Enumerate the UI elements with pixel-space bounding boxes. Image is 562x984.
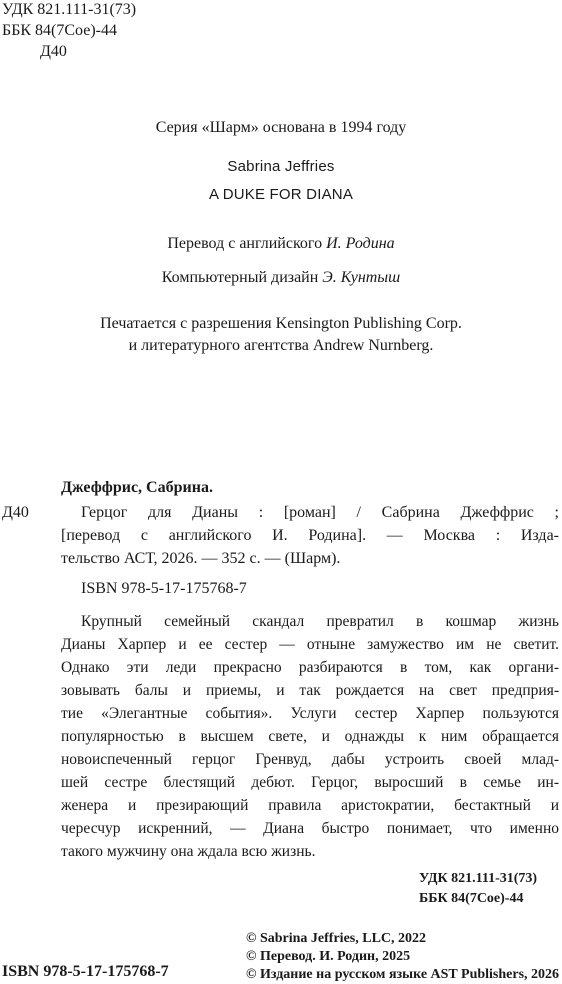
biblio-isbn: ISBN 978-5-17-175768-7 — [81, 580, 247, 597]
annotation-line: популярностью в высшем свете, и однажды к ним обращается — [61, 728, 559, 745]
annotation-line: новоиспеченный герцог Гренвуд, дабы устроить своей млад- — [61, 751, 559, 768]
translator-name: И. Родина — [326, 235, 395, 252]
annotation-line: шей сестре блестящий дебют. Герцог, выросший в семье ин- — [61, 774, 559, 791]
biblio-entry-line: тельство АСТ, 2026. — 352 с. — (Шарм). — [61, 550, 341, 567]
annotation-line: Однако эти леди прекрасно разбираются в том, как органи- — [61, 659, 559, 676]
udk-code-bottom: УДК 821.111-31(73) — [419, 871, 538, 886]
copyright-line: © Sabrina Jeffries, LLC, 2022 — [246, 931, 427, 946]
designer-name: Э. Кунтыш — [322, 269, 401, 286]
translation-credit — [0, 234, 562, 254]
bbk-code-bottom: ББК 84(7Сое)-44 — [419, 891, 524, 906]
design-credit — [0, 268, 562, 288]
original-title: A DUKE FOR DIANA — [208, 186, 354, 203]
author-sign-top: Д40 — [40, 43, 67, 60]
design-label: Компьютерный дизайн — [161, 269, 319, 286]
biblio-heading: Джеффрис, Сабрина. — [61, 479, 213, 496]
copyright-line: © Перевод. И. Родин, 2025 — [246, 949, 411, 964]
series-note: Серия «Шарм» основана в 1994 году — [155, 119, 407, 136]
annotation-line: Дианы Харпер и ее сестер — отныне замужество им не светит. — [61, 636, 559, 653]
annotation-line: Крупный семейный скандал превратил в кошмар жизнь — [81, 613, 559, 630]
udk-code-top: УДК 821.111-31(73) — [2, 1, 137, 18]
annotation-line: женера и презирающий правила аристократии, бестактный и — [61, 797, 559, 814]
annotation-line: зовывать балы и приемы, и так рождается на свет предприя- — [61, 682, 559, 699]
copyright-line: © Издание на русском языке AST Publishers, 2026 — [246, 967, 560, 982]
translation-label: Перевод с английского — [167, 235, 323, 252]
biblio-sign: Д40 — [2, 504, 29, 521]
annotation-line: тие «Элегантные события». Услуги сестер Харпер пользуются — [61, 705, 559, 722]
permission-line-2: и литературного агентства Andrew Nurnberg. — [128, 337, 434, 354]
biblio-entry-line: [перевод с английского И. Родина]. — Москва : Изда- — [61, 527, 559, 544]
annotation-line: чересчур искренний, — Диана быстро понимает, что именно — [61, 820, 559, 837]
annotation-line: такого мужчину она ждала всю жизнь. — [61, 843, 316, 860]
permission-line-1: Печатается с разрешения Kensington Publishing Corp. — [100, 315, 462, 332]
original-author: Sabrina Jeffries — [227, 158, 335, 175]
bbk-code-top: ББК 84(7Сое)-44 — [2, 22, 117, 39]
biblio-entry-line: Герцог для Дианы : [роман] / Сабрина Джеффрис ; — [81, 504, 559, 521]
isbn-bottom: ISBN 978-5-17-175768-7 — [2, 963, 169, 980]
